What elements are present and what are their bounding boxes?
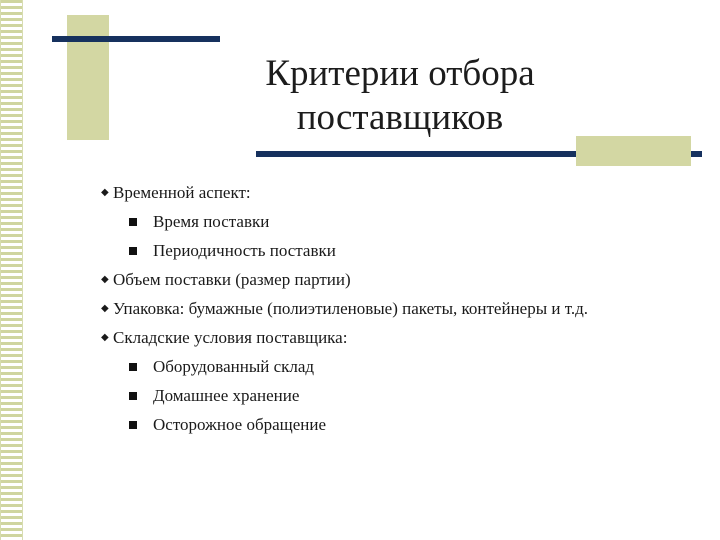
decorative-block-left — [67, 15, 109, 140]
square-bullet-icon — [129, 421, 137, 429]
bullet-list — [100, 178, 710, 439]
list-item-text: Периодичность поставки — [153, 241, 336, 260]
decorative-block-right — [576, 136, 691, 166]
list-item — [100, 323, 710, 352]
decorative-strip-edge — [22, 0, 23, 540]
square-bullet-icon — [129, 363, 137, 371]
square-bullet-icon — [129, 392, 137, 400]
slide-title — [200, 52, 600, 140]
list-item — [100, 294, 710, 323]
square-bullet-icon — [129, 247, 137, 255]
list-item — [100, 381, 710, 410]
list-item — [100, 207, 710, 236]
list-item — [100, 410, 710, 439]
list-item-text: Домашнее хранение — [153, 386, 300, 405]
list-item-text: Временной аспект: — [113, 183, 251, 202]
list-item — [100, 236, 710, 265]
list-item-text: Объем поставки (размер партии) — [113, 270, 351, 289]
slide-title-line-2: поставщиков — [296, 97, 504, 138]
diamond-bullet-icon: ◆ — [101, 187, 109, 198]
list-item-text: Упаковка: бумажные (полиэтиленовые) пакеты, контейнеры и т.д. — [113, 299, 589, 318]
diamond-bullet-icon: ◆ — [101, 332, 109, 343]
decorative-line-top — [52, 36, 220, 42]
list-item — [100, 352, 710, 381]
slide-title-line-1: Критерии отбора — [265, 53, 535, 94]
list-item-text: Складские условия поставщика: — [113, 328, 348, 347]
list-item-text: Осторожное обращение — [153, 415, 327, 434]
list-item-text: Оборудованный склад — [153, 357, 315, 376]
list-item-text: Время поставки — [153, 212, 270, 231]
diamond-bullet-icon: ◆ — [101, 303, 109, 314]
decorative-grid-strip — [0, 0, 22, 540]
list-item — [100, 178, 710, 207]
diamond-bullet-icon: ◆ — [101, 274, 109, 285]
list-item — [100, 265, 710, 294]
square-bullet-icon — [129, 218, 137, 226]
